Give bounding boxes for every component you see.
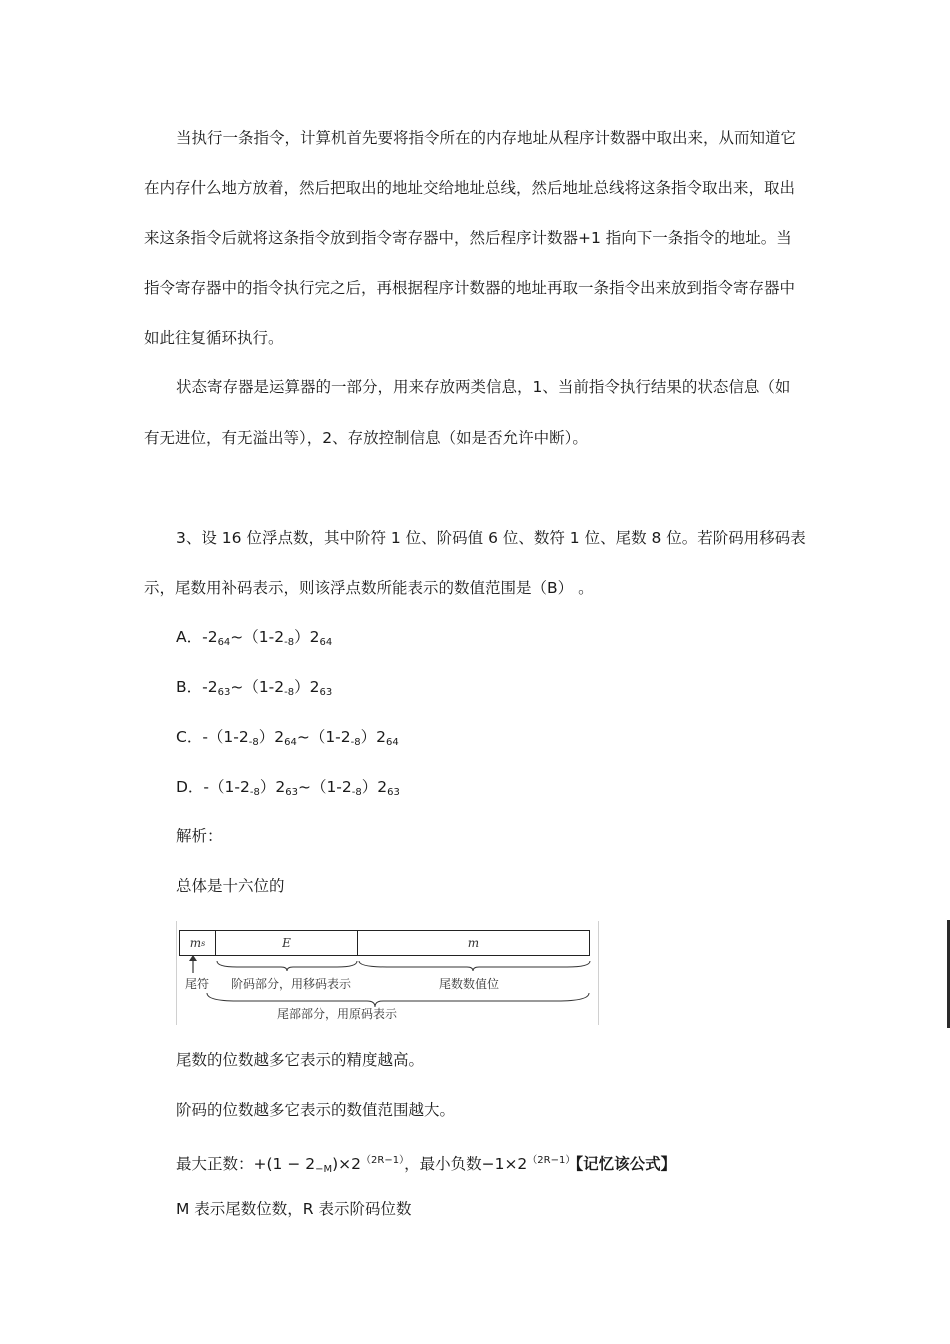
p1-line-5: 如此往复循环执行。 <box>144 329 284 347</box>
p2-line-2: 有无进位，有无溢出等），2、存放控制信息（如是否允许中断）。 <box>144 429 588 447</box>
analysis-precision: 尾数的位数越多它表示的精度越高。 <box>176 1051 425 1069</box>
label-mantissa: 尾数数值位 <box>439 977 500 991</box>
option-d: D．$-(1-2_{-8})2_{63}\sim(1-2_{-8})2_{63}$ <box>176 778 400 798</box>
p1-line-4: 指令寄存器中的指令执行完之后，再根据程序计数器的地址再取一条指令出来放到指令寄存器中 <box>144 279 796 297</box>
label-sign: 尾符 <box>185 977 210 991</box>
p1-line-3: 来这条指令后就将这条指令放到指令寄存器中，然后程序计数器+1 指向下一条指令的地址。当 <box>144 229 792 247</box>
option-c: C．$-(1-2_{-8})2_{64}\sim(1-2_{-8})2_{64}$ <box>176 728 399 748</box>
sign-bit-box: m s <box>179 930 216 956</box>
label-exponent: 阶码部分，用移码表示 <box>231 977 352 991</box>
q3-line-2: 示，尾数用补码表示，则该浮点数所能表示的数值范围是（B） 。 <box>144 579 594 597</box>
p2-line-1: 状态寄存器是运算器的一部分，用来存放两类信息，1、当前指令执行结果的状态信息（如 <box>176 378 791 396</box>
formula-legend: M 表示尾数位数，R 表示阶码位数 <box>176 1200 412 1218</box>
formula-line: 最大正数：$+(1 - 2_{-M})\times 2^{(2R-1)}$，最小负数$-1\times 2^{(2R-1)}$【记忆该公式】 <box>176 1155 677 1175</box>
p1-line-2: 在内存什么地方放着，然后把取出的地址交给地址总线，然后地址总线将这条指令取出来，取出 <box>144 179 796 197</box>
option-a: A．$-2_{64}\sim(1-2_{-8})2_{64}$ <box>176 628 333 648</box>
p1-line-1: 当执行一条指令，计算机首先要将指令所在的内存地址从程序计数器中取出来，从而知道它 <box>176 129 797 147</box>
q3-line-1: 3、设 16 位浮点数，其中阶符 1 位、阶码值 6 位、数符 1 位、尾数 8 位。若阶码用移码表 <box>176 529 806 547</box>
analysis-range: 阶码的位数越多它表示的数值范围越大。 <box>176 1101 456 1119</box>
analysis-total: 总体是十六位的 <box>176 877 285 895</box>
mantissa-box: m <box>357 930 590 956</box>
float-format-figure <box>176 921 599 1025</box>
label-tail: 尾部部分，用原码表示 <box>277 1007 398 1021</box>
option-b: B．$-2_{63}\sim(1-2_{-8})2_{63}$ <box>176 678 333 698</box>
exponent-box: E <box>215 930 358 956</box>
analysis-heading: 解析： <box>176 827 223 845</box>
